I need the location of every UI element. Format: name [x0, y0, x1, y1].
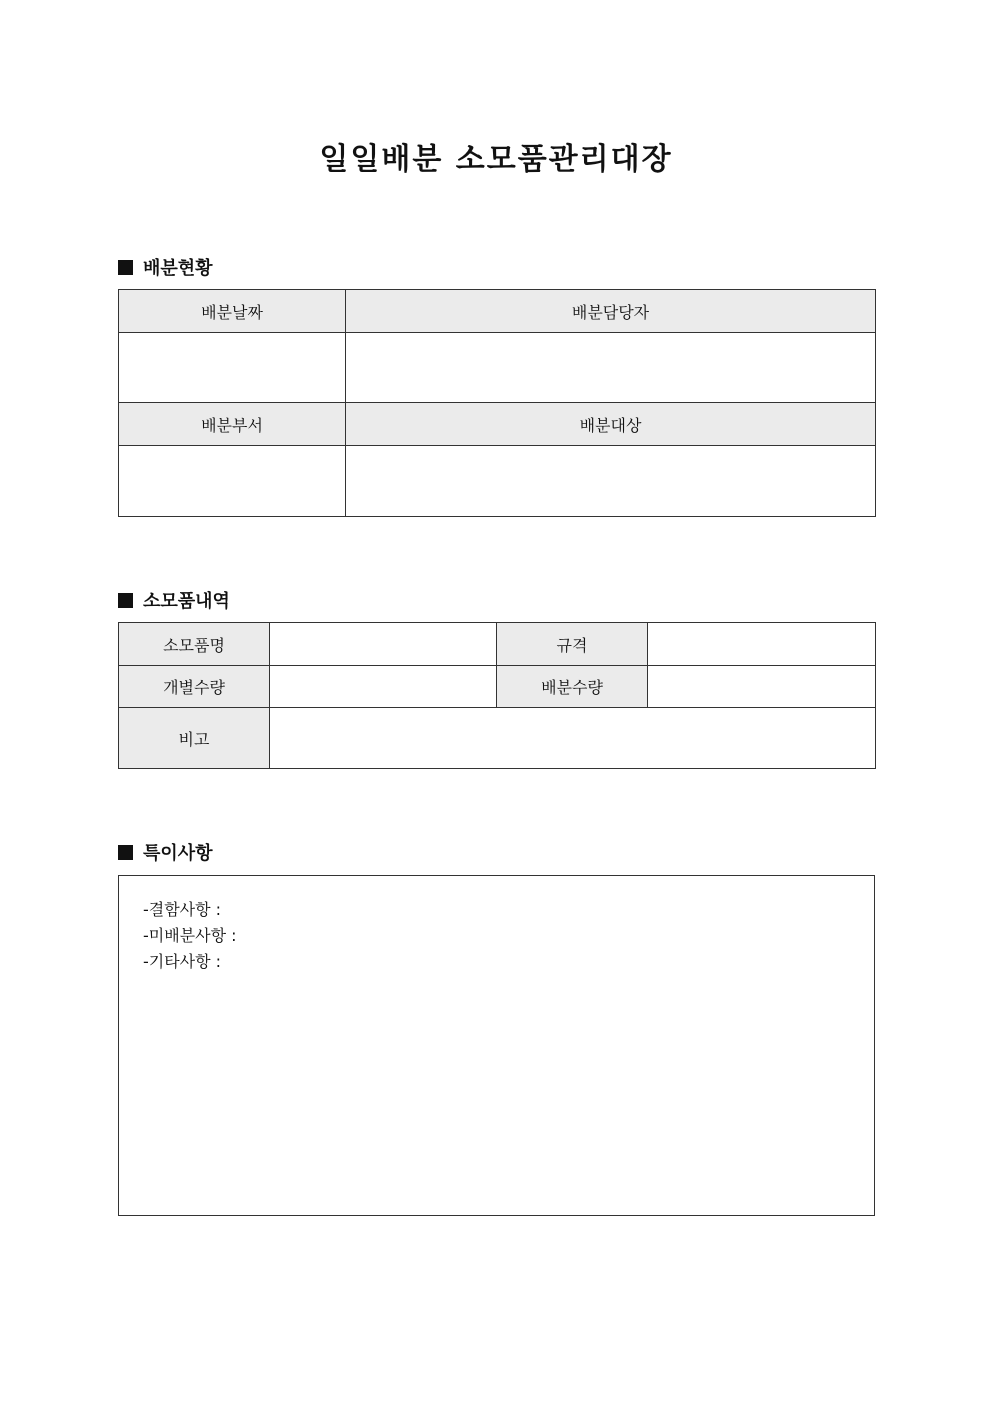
square-bullet-icon: [118, 593, 133, 608]
field-remarks[interactable]: [270, 708, 876, 769]
section-heading-label: 배분현황: [143, 258, 213, 279]
section-heading-special-notes: [118, 839, 213, 865]
field-distribution-manager[interactable]: [346, 333, 876, 403]
field-distribution-quantity[interactable]: [648, 666, 876, 708]
square-bullet-icon: [118, 260, 133, 275]
section-heading-label: 특이사항: [143, 843, 213, 864]
distribution-status-table: [118, 289, 876, 517]
square-bullet-icon: [118, 845, 133, 860]
page-title: 일일배분 소모품관리대장: [319, 142, 673, 177]
label-remarks: 비고: [119, 708, 270, 769]
field-distribution-department[interactable]: [119, 446, 346, 517]
label-item-name: 소모품명: [119, 623, 270, 666]
label-distribution-quantity: 배분수량: [497, 666, 648, 708]
label-unit-quantity: 개별수량: [119, 666, 270, 708]
supplies-detail-table: [118, 622, 876, 769]
label-distribution-department: 배분부서: [119, 403, 346, 446]
note-line-other: -기타사항 :: [143, 952, 222, 971]
section-heading-label: 소모품내역: [143, 591, 230, 612]
note-line-defects: -결함사항 :: [143, 900, 222, 919]
field-distribution-date[interactable]: [119, 333, 346, 403]
label-distribution-manager: 배분담당자: [346, 290, 876, 333]
field-spec[interactable]: [648, 623, 876, 666]
label-distribution-target: 배분대상: [346, 403, 876, 446]
field-item-name[interactable]: [270, 623, 497, 666]
label-distribution-date: 배분날짜: [119, 290, 346, 333]
special-notes-box[interactable]: [118, 875, 875, 1216]
field-unit-quantity[interactable]: [270, 666, 497, 708]
section-heading-distribution: [118, 254, 213, 280]
note-line-undistributed: -미배분사항 :: [143, 926, 237, 945]
field-distribution-target[interactable]: [346, 446, 876, 517]
label-spec: 규격: [497, 623, 648, 666]
section-heading-supplies: [118, 587, 230, 613]
